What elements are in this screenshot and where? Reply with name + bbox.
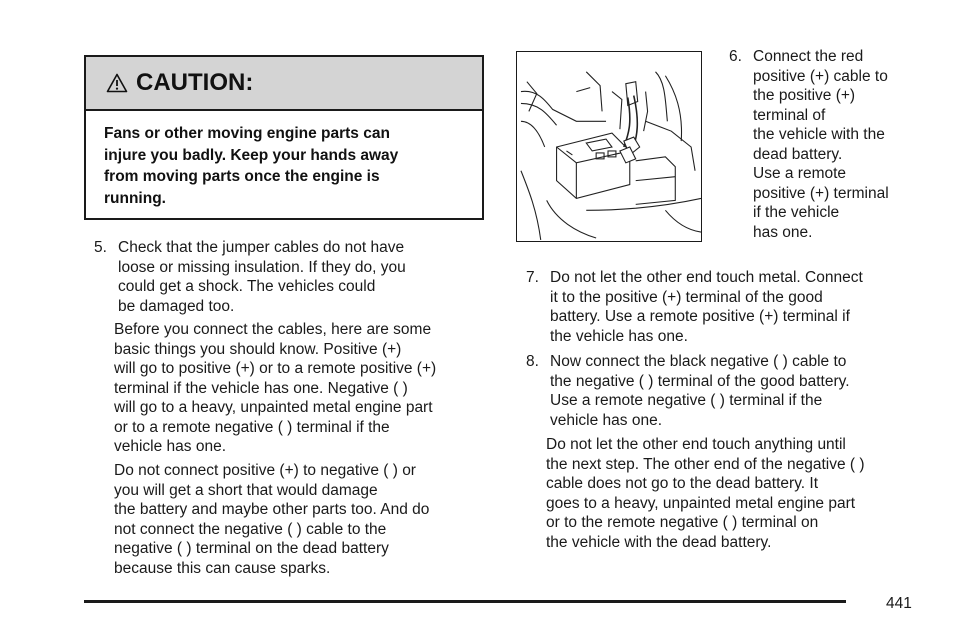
step-number: 6. — [729, 48, 742, 65]
step-line: Use a remote — [753, 165, 847, 182]
step-line: the vehicle has one. — [550, 327, 688, 345]
step-line: vehicle has one. — [550, 411, 663, 429]
paragraph-line: terminal if the vehicle has one. Negative ( ) — [114, 379, 408, 397]
caution-line: Fans or other moving engine parts can — [104, 125, 390, 142]
step-text — [550, 268, 863, 346]
paragraph-line: the battery and maybe other parts too. And do — [114, 501, 430, 518]
paragraph-line: the next step. The other end of the negative ( ) — [546, 455, 865, 473]
page-number: 441 — [886, 595, 912, 612]
step-line: the positive (+) — [753, 87, 856, 104]
step-line: positive (+) terminal — [753, 184, 889, 202]
paragraph-line: or to the remote negative ( ) terminal on — [546, 514, 819, 531]
step-line: Do not let the other end touch metal. Connect — [550, 269, 863, 286]
step-line: loose or missing insulation. If they do, you — [118, 258, 406, 276]
step-line: dead battery. — [753, 145, 843, 163]
step-5 — [94, 238, 474, 318]
step-text — [753, 47, 889, 242]
do-not-connect-paragraph — [114, 461, 494, 578]
paragraph-line: will go to a heavy, unpainted metal engine part — [114, 399, 433, 416]
caution-line: injure you badly. Keep your hands away — [104, 146, 399, 164]
step-number: 7. — [526, 269, 539, 286]
paragraph-line: Do not connect positive (+) to negative ( ) or — [114, 462, 416, 479]
caution-title: CAUTION: — [136, 69, 254, 96]
paragraph-line: not connect the negative ( ) cable to the — [114, 520, 387, 538]
footer-rule — [84, 600, 846, 603]
step-text — [118, 238, 406, 316]
paragraph-line: you will get a short that would damage — [114, 481, 378, 499]
paragraph-line: or to a remote negative ( ) terminal if the — [114, 418, 390, 436]
step-8 — [526, 352, 936, 432]
caution-header — [86, 57, 482, 111]
caution-line: running. — [104, 189, 166, 207]
warning-triangle-icon — [106, 73, 128, 93]
paragraph-line: because this can cause sparks. — [114, 559, 331, 577]
step-line: has one. — [753, 223, 813, 241]
paragraph-line: goes to a heavy, unpainted metal engine part — [546, 494, 856, 512]
paragraph-line: negative ( ) terminal on the dead battery — [114, 540, 389, 557]
step-line: be damaged too. — [118, 297, 235, 315]
step-line: the vehicle with the — [753, 126, 885, 143]
step-line: the negative ( ) terminal of the good battery. — [550, 372, 850, 390]
battery-illustration — [516, 51, 702, 242]
paragraph-line: cable does not go to the dead battery. It — [546, 475, 819, 492]
step-number: 5. — [94, 239, 107, 256]
caution-box — [84, 55, 484, 220]
caution-text — [86, 111, 482, 209]
do-not-touch-paragraph — [546, 435, 941, 552]
paragraph-line: Before you connect the cables, here are some — [114, 321, 432, 338]
paragraph-line: Do not let the other end touch anything until — [546, 436, 846, 453]
step-line: positive (+) cable to — [753, 67, 888, 85]
step-line: Connect the red — [753, 48, 864, 65]
step-line: battery. Use a remote positive (+) terminal if — [550, 308, 850, 325]
paragraph-line: vehicle has one. — [114, 438, 227, 455]
step-7 — [526, 268, 936, 348]
step-line: could get a shock. The vehicles could — [118, 278, 376, 295]
paragraph-line: the vehicle with the dead battery. — [546, 533, 772, 551]
step-line: it to the positive (+) terminal of the good — [550, 288, 823, 306]
step-line: Check that the jumper cables do not have — [118, 239, 405, 256]
step-line: Now connect the black negative ( ) cable to — [550, 353, 847, 370]
caution-line: from moving parts once the engine is — [104, 168, 380, 185]
step-text — [550, 352, 850, 430]
step-line: if the vehicle — [753, 204, 840, 221]
engine-battery-drawing — [517, 52, 701, 241]
step-line: terminal of — [753, 106, 826, 124]
paragraph-line: basic things you should know. Positive (+) — [114, 340, 402, 358]
paragraph-line: will go to positive (+) or to a remote positive (+) — [114, 360, 437, 377]
step-6 — [729, 47, 929, 247]
step-line: Use a remote negative ( ) terminal if the — [550, 392, 823, 409]
step-number: 8. — [526, 353, 539, 370]
before-connect-paragraph — [114, 320, 494, 457]
